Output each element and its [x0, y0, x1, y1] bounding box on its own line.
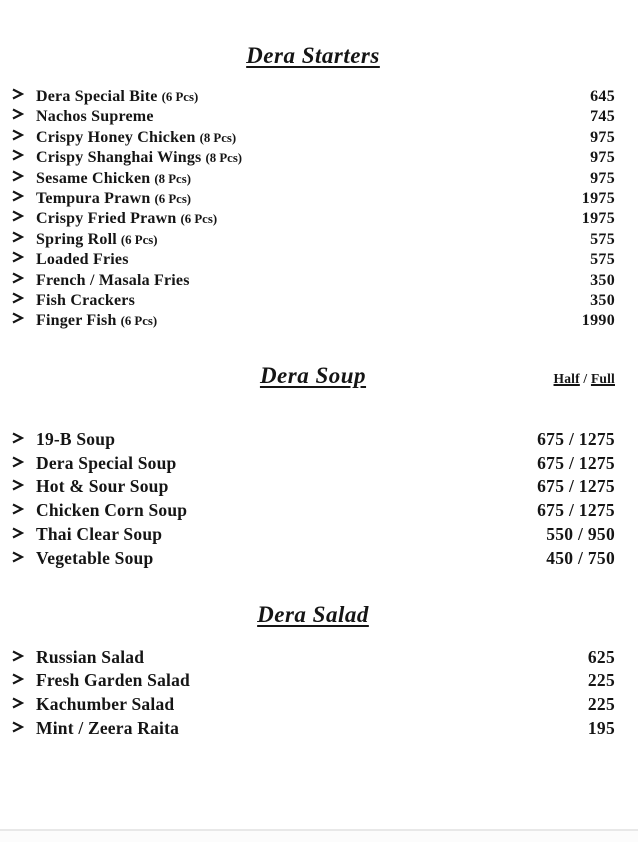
menu-item-row	[11, 169, 615, 189]
menu-item-row	[11, 548, 615, 572]
item-price: 225	[587, 694, 615, 715]
item-name	[36, 107, 590, 127]
arrowhead-bullet-icon	[11, 694, 36, 716]
item-price: 350	[590, 271, 615, 289]
item-qty: (8 Pcs)	[205, 151, 243, 166]
item-name	[36, 250, 590, 270]
arrowhead-bullet-icon	[11, 87, 36, 106]
half-label: Half	[553, 370, 580, 386]
menu-item-row	[11, 647, 615, 671]
menu-item-row	[11, 291, 615, 311]
item-name	[36, 169, 590, 189]
arrowhead-bullet-icon	[11, 718, 36, 740]
item-qty: (6 Pcs)	[120, 232, 158, 247]
item-price: 675 / 1275	[537, 476, 615, 497]
item-name-text: Dera Special Bite	[36, 88, 158, 105]
section-title-salad: Dera Salad	[257, 601, 369, 627]
item-name-text: Russian Salad	[36, 646, 145, 667]
item-qty: (6 Pcs)	[161, 90, 199, 104]
item-qty: (6 Pcs)	[154, 192, 192, 207]
section-title-soup: Dera Soup	[259, 362, 367, 388]
item-name-text: Loaded Fries	[36, 251, 129, 269]
item-name-text: French / Masala Fries	[36, 271, 190, 289]
item-name	[36, 128, 590, 148]
arrowhead-bullet-icon	[11, 524, 36, 546]
menu-item-row	[11, 524, 615, 548]
item-name-text: Finger Fish	[36, 312, 117, 330]
menu-item-row	[11, 694, 615, 718]
item-price: 350	[590, 292, 615, 310]
item-price: 675 / 1275	[537, 428, 615, 449]
arrowhead-bullet-icon	[11, 189, 36, 208]
menu-item-row	[11, 271, 615, 291]
item-name	[36, 476, 537, 500]
item-name	[36, 87, 590, 107]
item-name-text: 19-B Soup	[36, 428, 116, 449]
item-name	[36, 291, 590, 311]
arrowhead-bullet-icon	[11, 291, 36, 310]
menu-item-row	[11, 670, 615, 694]
arrowhead-bullet-icon	[11, 500, 36, 522]
item-name-text: Sesame Chicken	[36, 169, 151, 187]
menu-item-row	[11, 128, 615, 148]
item-name-text: Mint / Zeera Raita	[36, 718, 180, 739]
arrowhead-bullet-icon	[11, 250, 36, 269]
menu-item-row	[11, 429, 615, 453]
menu-item-row	[11, 148, 615, 168]
item-name	[36, 647, 588, 671]
item-name-text: Crispy Honey Chicken	[36, 128, 196, 146]
item-name-text: Hot & Sour Soup	[36, 476, 169, 497]
item-name-text: Chicken Corn Soup	[36, 500, 188, 521]
item-price: 550 / 950	[546, 524, 615, 545]
arrowhead-bullet-icon	[11, 429, 36, 451]
item-name-text: Spring Roll	[36, 230, 117, 248]
item-name	[36, 148, 590, 168]
item-price: 450 / 750	[546, 547, 615, 568]
item-qty: (8 Pcs)	[154, 171, 191, 186]
item-price: 225	[587, 670, 615, 691]
item-name-text: Fish Crackers	[36, 292, 136, 310]
item-name	[36, 311, 582, 331]
menu-item-row	[11, 189, 615, 209]
soup-item-list	[11, 429, 615, 572]
arrowhead-bullet-icon	[11, 107, 36, 126]
item-name	[36, 694, 588, 718]
arrowhead-bullet-icon	[11, 453, 36, 475]
item-price: 975	[590, 128, 615, 146]
section-starters-header	[11, 42, 615, 70]
item-price: 195	[587, 718, 615, 739]
item-name	[36, 429, 537, 453]
item-name-text: Kachumber Salad	[36, 694, 175, 715]
item-qty: (6 Pcs)	[120, 314, 158, 329]
item-price: 625	[587, 646, 615, 667]
item-name-text: Vegetable Soup	[36, 547, 154, 568]
arrowhead-bullet-icon	[11, 148, 36, 167]
item-price: 1990	[581, 312, 615, 330]
half-full-price-header	[554, 371, 615, 387]
item-price: 675 / 1275	[537, 500, 615, 521]
item-price: 975	[590, 169, 615, 187]
item-name-text: Dera Special Soup	[36, 452, 177, 473]
item-price: 1975	[581, 190, 615, 208]
item-name	[36, 524, 546, 548]
arrowhead-bullet-icon	[11, 128, 36, 147]
item-name	[36, 453, 537, 477]
item-qty: (8 Pcs)	[199, 130, 237, 145]
arrowhead-bullet-icon	[11, 548, 36, 570]
arrowhead-bullet-icon	[11, 230, 36, 249]
item-name	[36, 209, 582, 229]
item-name	[36, 230, 590, 250]
item-price: 575	[590, 230, 615, 248]
item-name-text: Nachos Supreme	[36, 108, 154, 126]
menu-item-row	[11, 87, 615, 107]
menu-item-row	[11, 230, 615, 250]
menu-item-row	[11, 453, 615, 477]
menu-item-row	[11, 476, 615, 500]
half-full-separator: /	[579, 370, 591, 386]
arrowhead-bullet-icon	[11, 476, 36, 498]
item-name	[36, 271, 590, 291]
item-price: 575	[590, 251, 615, 269]
menu-item-row	[11, 209, 615, 229]
item-name	[36, 500, 537, 524]
salad-item-list	[11, 647, 615, 742]
menu-item-row	[11, 107, 615, 127]
item-name-text: Tempura Prawn	[36, 190, 151, 208]
menu-item-row	[11, 718, 615, 742]
section-title-starters: Dera Starters	[246, 43, 380, 68]
arrowhead-bullet-icon	[11, 271, 36, 290]
item-price: 745	[590, 108, 615, 126]
item-name	[36, 718, 588, 742]
item-name	[36, 548, 546, 572]
item-name-text: Crispy Shanghai Wings	[36, 149, 202, 167]
item-name-text: Fresh Garden Salad	[36, 670, 190, 691]
item-price: 975	[590, 149, 615, 167]
starters-item-list	[11, 87, 615, 332]
item-name-text: Thai Clear Soup	[36, 524, 163, 545]
item-price: 645	[590, 88, 615, 105]
arrowhead-bullet-icon	[11, 670, 36, 692]
bottom-scan-strip	[0, 831, 638, 842]
item-price: 675 / 1275	[537, 452, 615, 473]
item-name	[36, 670, 588, 694]
item-name-text: Crispy Fried Prawn	[36, 210, 177, 228]
arrowhead-bullet-icon	[11, 169, 36, 188]
menu-item-row	[11, 500, 615, 524]
item-name	[36, 189, 582, 209]
item-price: 1975	[581, 210, 615, 228]
arrowhead-bullet-icon	[11, 311, 36, 330]
menu-item-row	[11, 250, 615, 270]
menu-content	[0, 42, 638, 742]
menu-page	[0, 42, 638, 842]
full-label: Full	[590, 370, 615, 386]
arrowhead-bullet-icon	[11, 647, 36, 669]
menu-item-row	[11, 311, 615, 331]
section-soup-header	[11, 362, 615, 390]
item-qty: (6 Pcs)	[180, 212, 218, 227]
section-salad-header	[11, 601, 615, 629]
arrowhead-bullet-icon	[11, 209, 36, 228]
